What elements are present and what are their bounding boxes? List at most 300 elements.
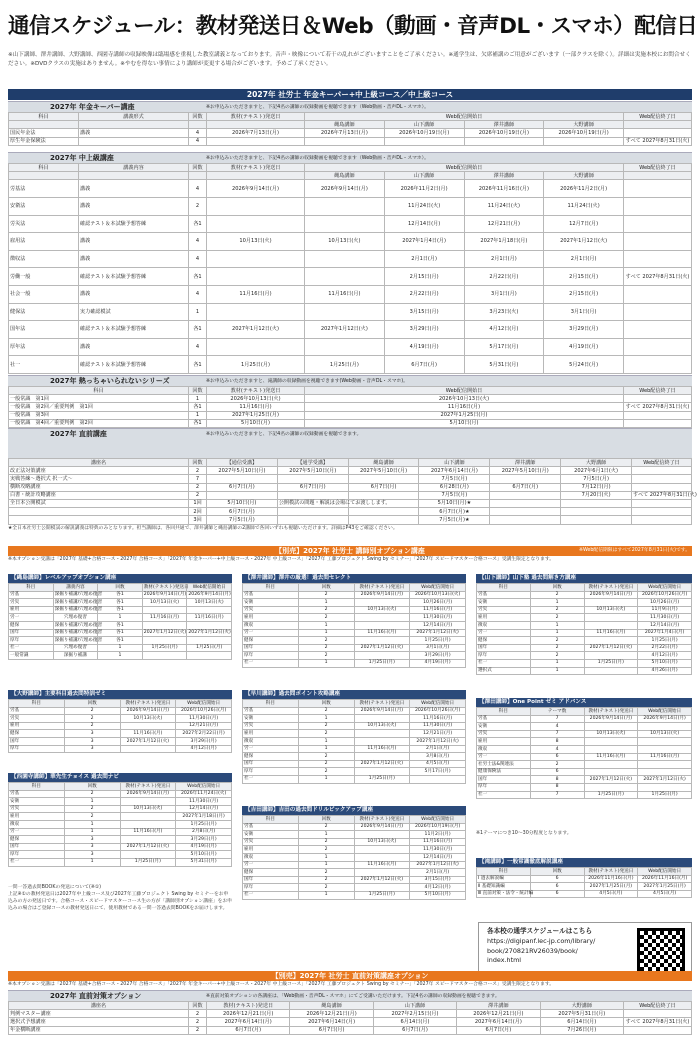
direct-row (9, 467, 692, 475)
table-cell: 厚年 (9, 745, 65, 753)
table-cell: 各1 (189, 419, 207, 427)
table-cell: 各1 (189, 321, 207, 339)
table-cell: 徴収法 (9, 250, 79, 268)
main-course-band: 2027年 社労士 年金キーパー+中上級コース／中上級コース (8, 89, 692, 100)
table-cell: 1月25日(月) (207, 356, 305, 374)
table-cell (277, 491, 348, 499)
table-cell: 11月16日(月) (584, 629, 638, 637)
table-cell: 一般常識 (9, 652, 54, 660)
lecturer-header: 山下講師 (373, 1002, 456, 1010)
table-cell: 6月7日(月) (384, 356, 464, 374)
header-row (243, 816, 466, 824)
table-cell (120, 722, 176, 730)
table-cell: 4 (189, 233, 207, 251)
table-cell: 12月14日(月) (638, 621, 692, 629)
end-date-cell (624, 233, 692, 251)
table-cell: 4月5日(月) (584, 890, 638, 898)
header-row (9, 164, 692, 172)
mid-table (8, 163, 692, 374)
end-date-cell (624, 356, 692, 374)
table-cell: 3月1日(月) (410, 644, 466, 652)
table-cell: 2 (189, 483, 207, 491)
table-cell: 国年 (9, 629, 54, 637)
dopt-section (8, 990, 692, 1035)
table-cell (9, 121, 79, 129)
table-cell (561, 516, 632, 524)
table-cell: 11月30日(月) (176, 798, 232, 806)
table-cell: 6月7日(月) (207, 508, 278, 516)
qr-code-icon[interactable] (637, 928, 685, 976)
table-cell: 雇用 (9, 606, 54, 614)
table-cell: 深掘り補講/穴埋め復習 (54, 599, 103, 605)
table-cell: 2 (530, 614, 584, 622)
list-item (243, 861, 466, 869)
col-header: 回数 (189, 113, 207, 121)
table-cell: 労一 (9, 828, 65, 836)
list-item (9, 858, 232, 866)
box-title: 【大野講師】主要科目過去問特訓ゼミ (8, 690, 232, 699)
box-taki (476, 858, 692, 898)
box-sawada (476, 698, 692, 799)
table-cell: 11月16日(月) (354, 629, 410, 637)
table-cell (354, 768, 410, 776)
table-cell: 1 (189, 395, 207, 403)
table-cell: 1 (530, 667, 584, 675)
table-cell: 6月7日(月) (490, 483, 561, 491)
table-cell: 11月16日(月) (187, 614, 232, 622)
col-header: 科目 (9, 584, 54, 592)
table-cell: 社一 (9, 644, 54, 652)
option-band: 【別売】2027年 社労士 講師別オプション講座 (8, 546, 692, 556)
table-cell: 5月10日(月) (638, 659, 692, 667)
col-header: 教材(テキスト)発送日 (207, 387, 305, 395)
table-cell: 2027年1月12日(火) (120, 737, 176, 745)
header-row (243, 700, 466, 708)
col-header: 教材(テキスト)発送日 (584, 584, 638, 592)
table-cell: 8 (530, 783, 584, 791)
table-cell: 2027年6月14日(月) (457, 1018, 540, 1026)
qr-title: 各本校の通学スケジュールはこちら (487, 927, 593, 935)
table-cell: 12月14日(月) (410, 621, 466, 629)
table-cell (354, 730, 410, 738)
table-cell: 確認テスト＆本試験予想答練 (79, 321, 189, 339)
table-cell: 全日本公開模試 (9, 499, 189, 507)
table-cell: 2027年1月12日(火) (354, 644, 410, 652)
table-cell: 徴収 (477, 745, 531, 753)
table-cell: 深掘り補講/穴埋め復習 (54, 622, 103, 628)
end-date-cell (624, 419, 692, 427)
list-item (9, 707, 232, 715)
table-cell (277, 508, 348, 516)
table-cell: 2027年1月25日(月) (207, 411, 305, 419)
table-cell: 12月14日(月) (384, 215, 464, 233)
table-cell: 2026年7月13日(月) (207, 129, 305, 137)
list-item (477, 730, 692, 738)
list-item (9, 745, 232, 753)
table-cell (348, 516, 419, 524)
table-cell: 一般常識 第1回 (9, 395, 189, 403)
box-table (242, 583, 466, 668)
list-item (477, 652, 692, 660)
table-cell: 2026年10月19日(月) (384, 129, 464, 137)
table-cell: 2027年6月14日(月) (207, 1018, 290, 1026)
table-cell: 1 (530, 629, 584, 637)
col-header: 講座名 (9, 1002, 189, 1010)
table-cell: 講義 (79, 180, 189, 198)
table-cell: 労基 (243, 707, 299, 715)
end-date-cell (624, 321, 692, 339)
table-cell: 10月13日(火) (638, 730, 692, 738)
table-cell: 3月29日(月) (384, 321, 464, 339)
col-header: Web配信終了日 (624, 387, 692, 395)
table-cell (348, 491, 419, 499)
table-cell: 2026年11月2日(月) (544, 180, 624, 198)
table-cell: 2 (530, 591, 584, 599)
table-cell: 健保 (243, 637, 299, 645)
col-header: 回数 (298, 700, 354, 708)
mid-section (8, 152, 692, 374)
end-date-cell (624, 250, 692, 268)
table-cell: 安衛 (243, 599, 299, 607)
col-header: Web配信終了日 (632, 459, 692, 467)
table-cell: 社一 (477, 791, 531, 799)
table-cell: 10月26日(月) (410, 599, 466, 607)
col-header: Web配信開始日 (410, 816, 466, 824)
box-saionji (8, 773, 232, 867)
table-cell: 2 (189, 491, 207, 499)
table-cell (187, 637, 232, 645)
table-cell: 徴収 (243, 737, 299, 745)
table-cell: 1回 (189, 499, 207, 507)
pension-row (9, 129, 692, 137)
lecturer-header: 澤井講師 (464, 172, 544, 180)
end-date-cell (624, 1010, 692, 1018)
box-title: 【吉田講師】吉田の過去問ドリルピックアップ講座 (242, 806, 466, 815)
table-cell: 2026年9月14日(月) (584, 715, 638, 723)
table-cell (354, 853, 410, 861)
table-cell: 2026年9月14日(月) (120, 790, 176, 798)
end-date-cell: すべて 2027年8月31日(火) (624, 403, 692, 411)
table-cell: 労災 (9, 805, 65, 813)
list-item (477, 637, 692, 645)
table-cell: 労基 (477, 715, 531, 723)
table-cell: 3月1日(月) (464, 285, 544, 303)
table-cell: 講義 (79, 338, 189, 356)
table-cell (584, 614, 638, 622)
table-cell: 10月13日(火) (142, 599, 187, 607)
col-header: Web配信終了日 (624, 113, 692, 121)
table-cell: 11月24日(火) (544, 197, 624, 215)
col-header: Web配信開始日 (176, 783, 232, 791)
dopt-table (8, 1001, 692, 1035)
table-cell: 2026年9月14日(月) (354, 823, 410, 831)
table-cell: 社一 (9, 356, 79, 374)
table-cell (354, 599, 410, 607)
lecturer-header: 澤井講師 (464, 121, 544, 129)
table-cell: 労災 (9, 599, 54, 607)
table-cell (354, 737, 410, 745)
col-header: Web配信開始日 (410, 700, 466, 708)
table-cell (207, 250, 305, 268)
table-cell: 労災 (9, 715, 65, 723)
table-cell: 1月25日(月) (305, 356, 385, 374)
end-date-cell (624, 395, 692, 403)
table-cell: 11月16日(月) (354, 861, 410, 869)
end-date-cell (632, 467, 692, 475)
table-cell (624, 172, 692, 180)
header-row (9, 700, 232, 708)
table-cell: 6月28日(月) (419, 483, 490, 491)
lecturer-header: 山下講師 (419, 459, 490, 467)
lecturer-header: 山下講師 (384, 121, 464, 129)
table-cell (490, 499, 561, 507)
table-cell: 10月13日(火) (584, 730, 638, 738)
table-cell (354, 884, 410, 892)
end-date-cell (624, 1026, 692, 1034)
table-cell (348, 475, 419, 483)
table-cell: 2 (64, 707, 120, 715)
table-cell: 1 (64, 798, 120, 806)
col-header: 回数 (298, 584, 354, 592)
table-cell: 4月19日(月) (176, 843, 232, 851)
table-cell: 選択式 (477, 667, 531, 675)
list-item (477, 621, 692, 629)
table-cell (189, 172, 207, 180)
table-cell (142, 606, 187, 614)
table-cell: 1月25日(月) (410, 637, 466, 645)
table-cell: 一般常識 第3回 (9, 411, 189, 419)
table-cell (354, 715, 410, 723)
list-item (243, 652, 466, 660)
table-cell: 2 (64, 805, 120, 813)
list-item (477, 614, 692, 622)
table-cell: 2027年1月12日(火) (143, 630, 187, 636)
box-table (476, 707, 692, 799)
option-note: ※Web配信期限はすべて2027年8月31日(火)です。 (578, 548, 690, 553)
table-cell: 2 (298, 846, 354, 854)
end-date-cell: すべて 2027年8月31日(火) (624, 1018, 692, 1026)
end-date-cell (624, 215, 692, 233)
table-cell: 5月31日(月) (464, 356, 544, 374)
table-cell: 1月25日(月) (584, 659, 638, 667)
table-cell (305, 303, 385, 321)
table-cell: 2 (189, 467, 207, 475)
table-cell: 確認テスト＆本試験予想答練 (79, 215, 189, 233)
table-cell: 2026年9月14日(月) (188, 592, 231, 598)
list-item (9, 805, 232, 813)
table-cell: 3 (64, 745, 120, 753)
table-cell: 実戦答練〜選択式 択一式〜 (9, 475, 189, 483)
list-item (243, 591, 466, 599)
table-cell: 安衛 (243, 715, 299, 723)
qr-url[interactable]: https://digipanf.lec-jp.com/library/ book/270821RV26039/book/ index.html (487, 936, 596, 965)
list-item (243, 838, 466, 846)
table-cell: 6月7日(月) (373, 1026, 456, 1034)
table-cell: 2026年9月14日(月) (354, 591, 410, 599)
col-header: Web配信開始日 (176, 700, 232, 708)
table-cell: 厚年 (243, 652, 299, 660)
table-cell (584, 637, 638, 645)
table-cell: 7 (530, 730, 584, 738)
table-cell: 雇用 (243, 730, 299, 738)
table-cell: 10月13日(火) (305, 233, 385, 251)
table-cell: 7 (189, 475, 207, 483)
table-cell (207, 172, 305, 180)
list-item (9, 652, 232, 660)
table-cell (142, 621, 187, 629)
col-header: テーマ数 (530, 708, 584, 716)
dopt-row (9, 1026, 692, 1034)
table-cell: 5月10日(月) (305, 419, 624, 427)
table-cell: 雇用法 (9, 233, 79, 251)
table-cell: 穴埋め復習 (53, 614, 98, 622)
table-cell: 2 (189, 197, 207, 215)
table-cell: 4 (189, 129, 207, 137)
table-cell: 12月21日(月) (464, 215, 544, 233)
table-cell: 2027年1月12日(火) (410, 861, 466, 869)
table-cell: 4月19日(月) (410, 659, 466, 667)
table-cell: 厚年法 (9, 338, 79, 356)
end-date-cell (624, 129, 692, 137)
direct-option-header (8, 971, 692, 988)
table-cell: 徴収 (477, 621, 531, 629)
table-cell (79, 137, 189, 145)
table-cell: 1月25日(月) (120, 858, 176, 866)
table-cell: 11月16日(月) (120, 730, 176, 738)
table-cell: 10月13日(火) (354, 838, 410, 846)
table-cell: 6 (530, 768, 584, 776)
table-cell: 2026年9月14日(月) (584, 591, 638, 599)
col-header: 教材(テキスト)発送日 (354, 700, 410, 708)
table-cell: 2 (298, 823, 354, 831)
table-cell: 労一 (477, 753, 531, 761)
list-item (243, 737, 466, 745)
header-row (9, 172, 692, 180)
table-cell: 2 (530, 644, 584, 652)
box-title: 【澤井講師】澤井の厳選！過去問セレクト (242, 574, 466, 583)
table-cell: 健保 (243, 869, 299, 877)
list-item (9, 599, 232, 607)
col-header: Web配信開始日 (638, 584, 692, 592)
table-cell: 2027年5月31日(月) (540, 1010, 623, 1018)
header-row (9, 387, 692, 395)
table-cell: 安衛 (477, 723, 531, 731)
list-item (477, 723, 692, 731)
table-cell: 2027年1月25日(月) (638, 883, 692, 891)
list-item (477, 783, 692, 791)
direct-row (9, 475, 692, 483)
end-date-cell (624, 338, 692, 356)
table-cell (584, 768, 638, 776)
table-cell: 1 (298, 775, 354, 783)
table-cell: 4月19日(月) (384, 338, 464, 356)
list-item (9, 644, 232, 652)
table-cell: 健康保険法 (477, 768, 531, 776)
table-cell: 2027年1月12日(火) (544, 233, 624, 251)
list-item (243, 715, 466, 723)
table-cell: 3月8日(月) (410, 753, 466, 761)
list-item (243, 637, 466, 645)
table-cell: 5月31日(月) (176, 858, 232, 866)
list-item (9, 730, 232, 738)
table-cell: 健保 (9, 621, 54, 629)
table-cell: 深掘り補講/穴埋め復習 (54, 630, 103, 636)
table-cell (354, 846, 410, 854)
table-cell (638, 761, 692, 769)
table-cell: 1月25日(月) (638, 637, 692, 645)
list-item (477, 715, 692, 723)
col-header: 回数 (64, 700, 120, 708)
header-row (9, 121, 692, 129)
box-nawashima (8, 574, 232, 660)
table-cell: 11月30日(月) (638, 614, 692, 622)
col-header: 講義内容 (53, 584, 98, 592)
table-cell: 安衛 (9, 798, 65, 806)
table-cell: 2月8日(月) (176, 828, 232, 836)
list-item (243, 846, 466, 854)
list-item (243, 745, 466, 753)
table-cell: 安衛 (243, 831, 299, 839)
table-cell: 2026年9月14日(月) (638, 715, 692, 723)
table-cell (207, 475, 278, 483)
direct-table (8, 458, 697, 525)
table-cell: 労一 (243, 861, 299, 869)
list-item (243, 891, 466, 899)
table-cell: 労基 (477, 591, 531, 599)
col-header: 科目 (243, 584, 299, 592)
table-cell: 2026年11月16日(月) (584, 875, 638, 883)
table-cell (120, 798, 176, 806)
table-cell: 国年法 (9, 321, 79, 339)
table-cell: 社一 (243, 659, 299, 667)
table-cell: 2026年11月24日(火) (176, 790, 232, 798)
table-cell: 1 (298, 621, 354, 629)
table-cell: 労基 (243, 591, 299, 599)
table-cell (142, 637, 187, 645)
table-cell: 2月1日(月) (410, 869, 466, 877)
end-date-cell (632, 508, 692, 516)
table-cell: 2 (298, 760, 354, 768)
minifoot: ※1テーマにつき10〜30分程度となります。 (476, 831, 572, 836)
col-header: 回数 (189, 1002, 207, 1010)
box-table (242, 815, 466, 900)
table-cell: 白書・統計攻略講座 (9, 491, 189, 499)
list-item (243, 768, 466, 776)
col-header: 科目 (9, 783, 65, 791)
direct-row (9, 483, 692, 491)
table-cell (207, 338, 305, 356)
table-cell: 2月1日(月) (544, 250, 624, 268)
header-row (9, 113, 692, 121)
table-cell: 穴埋め復習 (53, 644, 98, 652)
table-cell: 労災法 (9, 215, 79, 233)
table-cell: 11月16日(月) (305, 285, 385, 303)
table-cell: 10月26日(月) (638, 599, 692, 607)
table-cell: 2 (298, 637, 354, 645)
table-cell: 2 (530, 761, 584, 769)
table-cell: 3 (64, 836, 120, 844)
table-cell: 労基 (9, 790, 65, 798)
table-cell: 1 (64, 828, 120, 836)
table-cell: 6月14日(月) (373, 1018, 456, 1026)
lecturer-header: 澤井講師 (457, 1002, 540, 1010)
list-item (243, 760, 466, 768)
list-item (477, 599, 692, 607)
table-cell: 8 (530, 738, 584, 746)
table-cell: 2027年1月12日(火) (638, 776, 692, 784)
table-cell (9, 508, 189, 516)
table-cell: 1 (298, 659, 354, 667)
